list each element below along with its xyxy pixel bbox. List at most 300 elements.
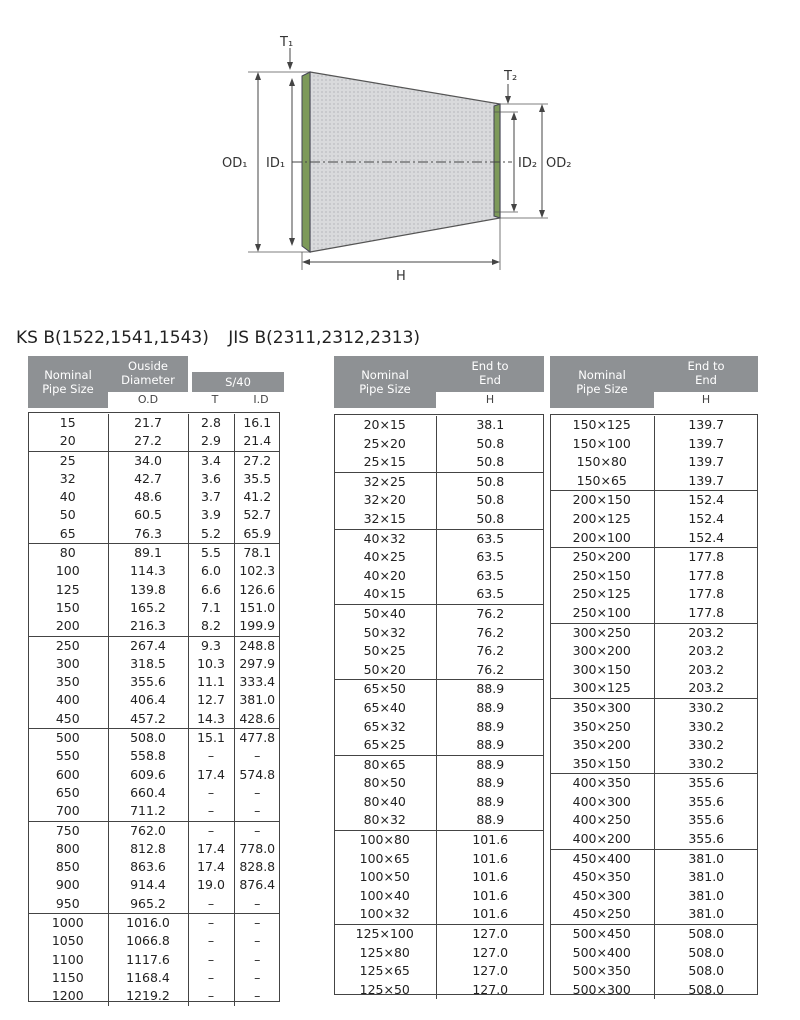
table-cell: 950 [28, 895, 108, 914]
table-cell: 16.1 [243, 415, 272, 430]
table-row [28, 747, 280, 765]
table-row [28, 691, 280, 709]
table-row [28, 987, 280, 1005]
table-row [334, 510, 544, 529]
table-row [28, 617, 280, 636]
table-row [28, 729, 280, 748]
table-row [550, 887, 758, 906]
table-cell: 660.4 [108, 784, 188, 802]
table-cell: 318.5 [108, 655, 188, 673]
table-cell: 508.0 [688, 926, 725, 942]
table-cell: 15 [28, 414, 108, 432]
table-cell: 126.6 [239, 581, 276, 597]
table-cell: 914.4 [108, 876, 188, 894]
table-cell: – [188, 914, 234, 933]
table-cell: 14.3 [188, 710, 234, 729]
table-cell: 400×200 [550, 830, 654, 849]
table-cell: 152.4 [654, 529, 758, 548]
standards-title [16, 328, 434, 348]
table-cell: 27.2 [243, 452, 272, 468]
table-cell: 1100 [28, 951, 108, 969]
table-cell: 89.1 [108, 544, 188, 563]
table-cell: 250×100 [550, 604, 654, 623]
header-nominal-pipe-size: Nominal Pipe Size [334, 356, 436, 408]
table-cell: 350×200 [550, 736, 654, 755]
table-row [550, 925, 758, 944]
header-schedule-40: S/40 [192, 372, 284, 392]
table-row [28, 932, 280, 950]
table-cell: 32×15 [334, 510, 436, 529]
table-cell: – [188, 969, 234, 987]
table-row [550, 472, 758, 491]
table-cell: – [188, 821, 234, 840]
table-row [550, 679, 758, 698]
table-cell: 350×300 [550, 698, 654, 717]
table-cell: 17.4 [188, 858, 234, 876]
table-row [550, 830, 758, 849]
table-row [28, 802, 280, 821]
table-cell: 150 [28, 599, 108, 617]
table-cell: 250 [28, 636, 108, 655]
jis-standard: JIS B(2311,2312,2313) [228, 328, 421, 348]
table-cell: 297.9 [239, 655, 276, 671]
table-row [550, 811, 758, 830]
table-cell: 165.2 [108, 599, 188, 617]
table-cell: 88.9 [476, 775, 505, 791]
table-row [28, 544, 280, 563]
table-cell: 177.8 [688, 586, 725, 602]
table-row [334, 981, 544, 1000]
table-cell: 125×65 [334, 962, 436, 981]
table-cell: 21.4 [234, 432, 280, 451]
table-row [334, 624, 544, 643]
table-cell: 100 [28, 562, 108, 580]
table-cell: 5.2 [188, 525, 234, 544]
table-cell: 828.8 [239, 859, 276, 875]
header-h: H [436, 392, 544, 408]
table-row [334, 642, 544, 661]
table-cell: 450×350 [550, 868, 654, 887]
table-cell: 76.2 [476, 605, 505, 621]
table-row [334, 774, 544, 793]
table-cell: 900 [28, 876, 108, 894]
table-cell: 450×250 [550, 905, 654, 924]
table-cell: – [188, 784, 234, 802]
table-cell: 250×125 [550, 585, 654, 604]
table-cell: 34.0 [108, 451, 188, 470]
table-cell: 100×65 [334, 850, 436, 869]
ks-standard: KS B(1522,1541,1543) [16, 328, 209, 348]
table-row [334, 548, 544, 567]
table-cell: 508.0 [688, 944, 725, 960]
header-t: T [192, 392, 238, 408]
table-cell: 50.8 [476, 473, 505, 489]
table-cell: 650 [28, 784, 108, 802]
table-cell: 250×150 [550, 567, 654, 586]
table-cell: 152.4 [688, 492, 725, 508]
table-cell: 80×50 [334, 774, 436, 793]
table-row [550, 962, 758, 981]
table-row [550, 849, 758, 868]
header-nominal-pipe-size: Nominal Pipe Size [550, 356, 654, 408]
table-row [550, 510, 758, 529]
table-cell: 400×350 [550, 774, 654, 793]
table-cell: 152.4 [688, 510, 725, 526]
table-cell: 330.2 [688, 718, 725, 734]
table-cell: 203.2 [654, 679, 758, 698]
table-row [334, 887, 544, 906]
table-cell: 100×40 [334, 887, 436, 906]
table-cell: 40 [28, 488, 108, 506]
table-row [334, 529, 544, 548]
table-cell: 8.2 [188, 617, 234, 636]
table-cell: 1050 [28, 932, 108, 950]
table-row [28, 784, 280, 802]
table-cell: 101.6 [472, 887, 509, 903]
header-outside-diameter: Ouside Diameter [108, 356, 188, 392]
table-cell: 50×40 [334, 604, 436, 623]
table-cell: 200×125 [550, 510, 654, 529]
table-cell: 102.3 [239, 563, 276, 579]
table-cell: 25×15 [334, 453, 436, 472]
table-cell: 25×20 [334, 435, 436, 454]
table-cell: 63.5 [476, 567, 505, 583]
table-cell: 88.9 [476, 699, 505, 715]
table-row [28, 451, 280, 470]
table-row [550, 491, 758, 510]
table-cell: 216.3 [108, 617, 188, 636]
table-row [550, 944, 758, 963]
table-row [334, 453, 544, 472]
table-cell: 76.2 [476, 643, 505, 659]
table-row [334, 944, 544, 963]
table-cell: 406.4 [108, 691, 188, 709]
table-cell: 2.8 [188, 414, 234, 432]
table-cell: – [234, 802, 280, 821]
table-cell: 50.8 [476, 435, 505, 451]
table-cell: 500 [28, 729, 108, 748]
table-cell: 1000 [28, 914, 108, 933]
table-cell: 203.2 [688, 643, 725, 659]
table-cell: 101.6 [472, 869, 509, 885]
table-cell: 88.9 [436, 736, 544, 755]
table-row [550, 567, 758, 586]
table-row [334, 811, 544, 830]
table-row [28, 673, 280, 691]
table-cell: 381.0 [654, 905, 758, 924]
table-row [28, 488, 280, 506]
table-cell: 63.5 [476, 530, 505, 546]
table-cell: 40×20 [334, 567, 436, 586]
table-cell: – [188, 932, 234, 950]
table-row [334, 831, 544, 850]
table-row [334, 736, 544, 755]
table-cell: 139.7 [688, 417, 725, 432]
table-cell: 88.9 [476, 756, 505, 772]
table-cell: 350×150 [550, 755, 654, 774]
table-cell: 350×250 [550, 718, 654, 737]
table-cell: 125×50 [334, 981, 436, 1000]
table-cell: 1200 [28, 987, 108, 1005]
table-cell: 3.4 [188, 451, 234, 470]
table-cell: 333.4 [239, 674, 276, 690]
table-cell: 88.9 [476, 681, 505, 697]
table-cell: 700 [28, 802, 108, 821]
header-od: O.D [108, 392, 188, 408]
table-cell: 330.2 [688, 737, 725, 753]
table-cell: 76.3 [108, 525, 188, 544]
table-row [334, 680, 544, 699]
table-row [550, 623, 758, 642]
table-cell: 609.6 [108, 766, 188, 784]
table-row [28, 581, 280, 599]
table-cell: 139.8 [108, 581, 188, 599]
table-cell: 7.1 [188, 599, 234, 617]
table-cell: 1016.0 [108, 914, 188, 933]
table-cell: 355.6 [688, 812, 725, 828]
table-cell: 101.6 [436, 905, 544, 924]
table-cell: 32×25 [334, 472, 436, 491]
table-cell: 508.0 [688, 963, 725, 979]
table-cell: 20 [28, 432, 108, 451]
table-cell: 100×32 [334, 905, 436, 924]
table-cell: 965.2 [108, 895, 188, 914]
table-cell: 500×350 [550, 962, 654, 981]
table-cell: 778.0 [239, 840, 276, 856]
table-cell: 355.6 [688, 793, 725, 809]
table-cell: 114.3 [108, 562, 188, 580]
table-cell: 40×15 [334, 585, 436, 604]
table-cell: 125 [28, 581, 108, 599]
label-t1: T₁ [280, 35, 294, 50]
table-cell: 3.9 [188, 506, 234, 524]
table-cell: 100×80 [334, 831, 436, 850]
table-cell: 88.9 [476, 793, 505, 809]
table-row [334, 850, 544, 869]
table-cell: – [188, 987, 234, 1005]
table-cell: 32 [28, 470, 108, 488]
table-row [28, 525, 280, 544]
table-row [550, 793, 758, 812]
table-row [550, 435, 758, 454]
table-cell: 150×65 [550, 472, 654, 491]
table-cell: 50.8 [436, 510, 544, 529]
table-row [334, 435, 544, 454]
table-row [334, 905, 544, 924]
table-cell: 400×300 [550, 793, 654, 812]
table-cell: 65×50 [334, 680, 436, 699]
table-cell: 177.8 [688, 549, 725, 565]
table-cell: 50 [28, 506, 108, 524]
table-cell: 400×250 [550, 811, 654, 830]
table-cell: 50.8 [476, 492, 505, 508]
table-row [28, 821, 280, 840]
table-cell: 60.5 [108, 506, 188, 524]
table-cell: 203.2 [688, 624, 725, 640]
table-cell: 35.5 [243, 470, 272, 486]
table-cell: 330.2 [688, 699, 725, 715]
table-cell: 52.7 [243, 507, 272, 523]
table-row [28, 951, 280, 969]
table-row [550, 755, 758, 774]
table-cell: 12.7 [188, 691, 234, 709]
header-nominal-pipe-size: Nominal Pipe Size [28, 356, 108, 408]
table-cell: 80×40 [334, 793, 436, 812]
table-cell: – [188, 895, 234, 914]
table-cell: 863.6 [108, 858, 188, 876]
table-cell: 11.1 [188, 673, 234, 691]
table-cell: 450×400 [550, 849, 654, 868]
table-cell: 200 [28, 617, 108, 636]
table-cell: – [188, 747, 234, 765]
table-cell: 200×150 [550, 491, 654, 510]
table-row [28, 414, 280, 432]
table-row [28, 858, 280, 876]
table-row [550, 981, 758, 1000]
table-row [550, 604, 758, 623]
table-row [334, 755, 544, 774]
table-cell: 381.0 [688, 887, 725, 903]
table-row [334, 868, 544, 887]
table-cell: 450 [28, 710, 108, 729]
table-cell: 15.1 [188, 729, 234, 748]
table-row [550, 642, 758, 661]
table-cell: 300×200 [550, 642, 654, 661]
table-row [28, 562, 280, 580]
table-cell: 150×80 [550, 453, 654, 472]
table-cell: 10.3 [188, 655, 234, 673]
table-cell: – [254, 988, 261, 1004]
table-cell: 450×300 [550, 887, 654, 906]
table-cell: 177.8 [688, 567, 725, 583]
table-row [28, 599, 280, 617]
table-cell: 38.1 [476, 417, 505, 432]
table-cell: 100×50 [334, 868, 436, 887]
table-cell: 50×20 [334, 661, 436, 680]
table-cell: 17.4 [188, 766, 234, 784]
table-cell: 65×40 [334, 699, 436, 718]
table-cell: 300×150 [550, 661, 654, 680]
table-cell: 80×65 [334, 755, 436, 774]
table-cell: 63.5 [476, 549, 505, 565]
table-cell: 508.0 [108, 729, 188, 748]
table-cell: 40×25 [334, 548, 436, 567]
table-cell: 381.0 [688, 850, 725, 866]
table-row [550, 661, 758, 680]
label-od2: OD₂ [546, 156, 572, 171]
table-row [28, 876, 280, 894]
table-cell: 9.3 [188, 636, 234, 655]
table-cell: 300×250 [550, 623, 654, 642]
table-cell: 150×125 [550, 416, 654, 435]
reducer-table-1 [334, 416, 544, 999]
table-cell: 550 [28, 747, 108, 765]
table-cell: 477.8 [239, 730, 276, 746]
table-cell: 381.0 [239, 692, 276, 708]
table-row [28, 655, 280, 673]
table-cell: 151.0 [239, 599, 276, 615]
table-row [334, 604, 544, 623]
table-cell: 139.7 [688, 454, 725, 470]
table-row [28, 914, 280, 933]
table-cell: 876.4 [239, 877, 276, 893]
table-cell: 27.2 [108, 432, 188, 451]
table-cell: 750 [28, 821, 108, 840]
table-cell: 125×100 [334, 925, 436, 944]
pipe-dimension-table [28, 414, 280, 1006]
table-cell: 139.7 [654, 472, 758, 491]
table-cell: 200×100 [550, 529, 654, 548]
table-row [334, 472, 544, 491]
table-row [334, 585, 544, 604]
table-cell: 3.7 [188, 488, 234, 506]
table-cell: 41.2 [243, 489, 272, 505]
table-cell: 76.2 [476, 624, 505, 640]
table-cell: 300 [28, 655, 108, 673]
table-cell: 248.8 [239, 637, 276, 653]
table-cell: 101.6 [472, 832, 509, 848]
table-cell: 150×100 [550, 435, 654, 454]
table-row [28, 432, 280, 451]
table-cell: 1066.8 [108, 932, 188, 950]
table-cell: 500×300 [550, 981, 654, 1000]
table-cell: – [254, 748, 261, 764]
table-cell: 203.2 [688, 661, 725, 677]
table-row [550, 453, 758, 472]
table-row [334, 699, 544, 718]
table-cell: 508.0 [688, 981, 725, 997]
table-row [334, 962, 544, 981]
table-row [28, 766, 280, 784]
table-cell: 355.6 [108, 673, 188, 691]
table-cell: – [254, 822, 261, 838]
table-cell: – [254, 915, 261, 931]
table-cell: 800 [28, 840, 108, 858]
table-row [334, 491, 544, 510]
header-h: H [654, 392, 758, 408]
label-od1: OD₁ [222, 156, 248, 171]
table-cell: 19.0 [188, 876, 234, 894]
table-row [28, 636, 280, 655]
table-row [28, 840, 280, 858]
table-cell: 5.5 [188, 544, 234, 563]
table-row [334, 567, 544, 586]
table-cell: 127.0 [472, 944, 509, 960]
table-cell: 2.9 [188, 432, 234, 451]
table-cell: 1117.6 [108, 951, 188, 969]
header-end-to-end: End to End [436, 356, 544, 392]
table-cell: 65 [28, 525, 108, 544]
table-row [28, 710, 280, 729]
table-cell: 355.6 [654, 830, 758, 849]
table-row [550, 416, 758, 435]
table-cell: 250×200 [550, 548, 654, 567]
table-row [550, 868, 758, 887]
table-cell: – [234, 895, 280, 914]
table-row [550, 718, 758, 737]
table-cell: 127.0 [472, 963, 509, 979]
table-row [550, 548, 758, 567]
label-id2: ID₂ [518, 156, 538, 171]
table-cell: 428.6 [234, 710, 280, 729]
table-cell: 600 [28, 766, 108, 784]
table-cell: 78.1 [243, 545, 272, 561]
table-cell: 50.8 [436, 453, 544, 472]
table-row [550, 529, 758, 548]
table-row [28, 895, 280, 914]
table-row [334, 661, 544, 680]
table-cell: 711.2 [108, 802, 188, 821]
